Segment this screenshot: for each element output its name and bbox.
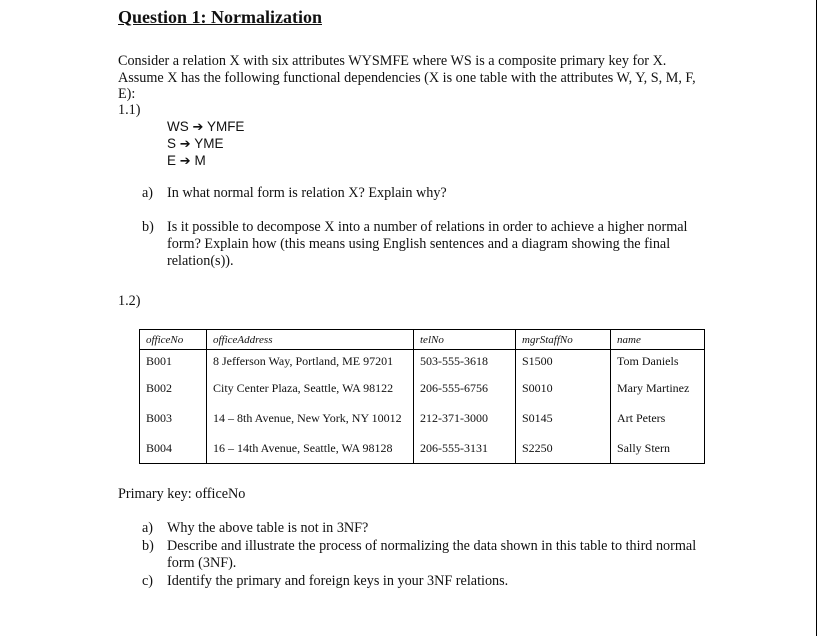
arrow-icon: ➔ bbox=[192, 120, 204, 135]
question-text: Describe and illustrate the process of normalizing the data shown in this table to third normal form (3NF). bbox=[167, 538, 697, 571]
question-text: In what normal form is relation X? Explain why? bbox=[167, 185, 447, 201]
dependency-rhs: M bbox=[194, 153, 206, 168]
question-marker: c) bbox=[142, 573, 154, 589]
table-cell: B004 bbox=[140, 433, 207, 463]
column-header: mgrStaffNo bbox=[516, 330, 611, 350]
table-cell: 14 – 8th Avenue, New York, NY 10012 bbox=[207, 403, 414, 433]
table-cell: S2250 bbox=[516, 433, 611, 463]
table-cell: B002 bbox=[140, 373, 207, 403]
question-marker: b) bbox=[142, 219, 154, 235]
table-cell: Mary Martinez bbox=[611, 373, 705, 403]
question-marker: b) bbox=[142, 538, 154, 554]
question-text: Is it possible to decompose X into a number of relations in order to achieve a higher normal form? Explain how (this means using English sentences and a diagram showing the final relation(s)). bbox=[167, 219, 688, 269]
table-cell: S0145 bbox=[516, 403, 611, 433]
column-header: name bbox=[611, 330, 705, 350]
table-cell: 503-555-3618 bbox=[414, 350, 516, 374]
section-label-1-1: 1.1) bbox=[118, 102, 141, 118]
table-cell: Art Peters bbox=[611, 403, 705, 433]
office-table bbox=[139, 329, 705, 464]
table-cell: Sally Stern bbox=[611, 433, 705, 463]
column-header: officeAddress bbox=[207, 330, 414, 350]
arrow-icon: ➔ bbox=[179, 137, 191, 152]
table-row bbox=[140, 350, 705, 374]
table-cell: S0010 bbox=[516, 373, 611, 403]
table-cell: 212-371-3000 bbox=[414, 403, 516, 433]
table-cell: 206-555-6756 bbox=[414, 373, 516, 403]
dependency-1 bbox=[167, 118, 244, 136]
table-cell: City Center Plaza, Seattle, WA 98122 bbox=[207, 373, 414, 403]
table-cell: 8 Jefferson Way, Portland, ME 97201 bbox=[207, 350, 414, 374]
table-header-row bbox=[140, 330, 705, 350]
table-cell: S1500 bbox=[516, 350, 611, 374]
column-header: officeNo bbox=[140, 330, 207, 350]
table-row bbox=[140, 403, 705, 433]
primary-key-note: Primary key: officeNo bbox=[118, 486, 246, 502]
question-title: Question 1: Normalization bbox=[118, 7, 322, 27]
section-label-1-2: 1.2) bbox=[118, 293, 141, 309]
dependency-lhs: E bbox=[167, 153, 177, 168]
question-text: Why the above table is not in 3NF? bbox=[167, 520, 369, 536]
table-cell: B001 bbox=[140, 350, 207, 374]
table-cell: 16 – 14th Avenue, Seattle, WA 98128 bbox=[207, 433, 414, 463]
table-row bbox=[140, 373, 705, 403]
dependency-rhs: YME bbox=[194, 136, 224, 151]
dependency-3 bbox=[167, 152, 206, 170]
column-header: telNo bbox=[414, 330, 516, 350]
intro-paragraph: Consider a relation X with six attributes WYSMFE where WS is a composite primary key for X. Assume X has the following functional dependencies (X is one table with the attributes W, Y, S, M, F, E): bbox=[118, 53, 696, 102]
table-cell: 206-555-3131 bbox=[414, 433, 516, 463]
question-text: Identify the primary and foreign keys in your 3NF relations. bbox=[167, 573, 509, 589]
dependency-rhs: YMFE bbox=[206, 119, 245, 134]
dependency-lhs: S bbox=[167, 136, 177, 151]
dependency-2 bbox=[167, 135, 223, 153]
table-cell: B003 bbox=[140, 403, 207, 433]
table-row bbox=[140, 433, 705, 463]
dependency-lhs: WS bbox=[167, 119, 189, 134]
page-edge-divider bbox=[816, 0, 817, 636]
arrow-icon: ➔ bbox=[179, 154, 191, 169]
question-marker: a) bbox=[142, 185, 154, 201]
table-cell: Tom Daniels bbox=[611, 350, 705, 374]
question-marker: a) bbox=[142, 520, 154, 536]
